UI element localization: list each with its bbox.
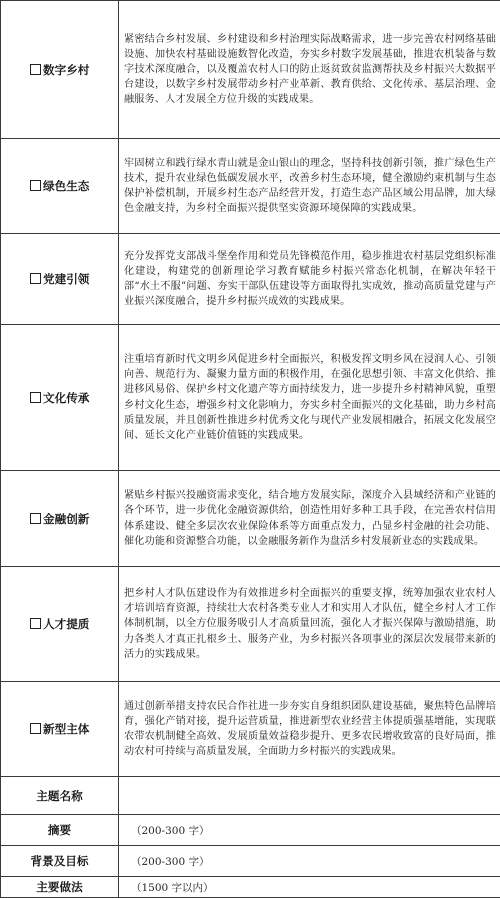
category-row-green-ecology bbox=[1, 139, 500, 234]
category-option-party-building[interactable] bbox=[1, 234, 119, 325]
category-description: 充分发挥党支部战斗堡垒作用和党员先锋模范作用，稳步推进农村基层党组织标准化建设，构建党的创新理论学习教育赋能乡村振兴常态化机制，在解决年轻干部“水土不服”问题、夯实干部队伍建设等方面取得扎实成效，推动高质量党建与产业振兴深度融合，提升乡村振兴成效的实践成果。 bbox=[119, 234, 500, 325]
background-goals-row bbox=[1, 846, 500, 877]
category-option-finance-innovation[interactable] bbox=[1, 471, 119, 567]
category-option-green-ecology[interactable] bbox=[1, 139, 119, 234]
background-goals-label: 背景及目标 bbox=[1, 846, 119, 877]
checkbox-icon[interactable] bbox=[30, 723, 41, 734]
category-row-talent-quality bbox=[1, 567, 500, 682]
category-row-new-entities bbox=[1, 682, 500, 777]
checkbox-icon[interactable] bbox=[30, 618, 41, 629]
category-description: 紧贴乡村振兴投融资需求变化，结合地方发展实际，深度介入县域经济和产业链的各个环节，进一步优化金融资源供给，创造性用好多种工具手段，在完善农村信用体系建设、健全多层次农业保险体系等方面重点发力，凸显乡村金融的社会功能、催化功能和资源整合功能，以金融服务新作为盘活乡村发展新业态的实践成果。 bbox=[119, 471, 500, 567]
checkbox-icon[interactable] bbox=[30, 273, 41, 284]
category-description: 把乡村人才队伍建设作为有效推进乡村全面振兴的重要支撑，统筹加强农业农村人才培训培育资源，持续壮大农村各类专业人才和实用人才队伍，健全乡村人才工作体制机制，以全方位服务吸引人才高质量回流，强化人才振兴保障与激励措施，助力各类人才真正扎根乡土、服务产业，为乡村振兴各项事业的深层次发展带来新的活力的实践成果。 bbox=[119, 567, 500, 682]
abstract-label: 摘要 bbox=[1, 815, 119, 846]
category-row-party-building bbox=[1, 234, 500, 325]
category-label: 绿色生态 bbox=[43, 179, 89, 193]
category-description: 紧密结合乡村发展、乡村建设和乡村治理实际战略需求，进一步完善农村网络基础设施、加快农村基础设施数智化改造，夯实乡村数字发展基础，推进农机装备与数字技术深度融合，以及覆盖农村人口的防止返贫致贫监测帮扶及乡村振兴大数据平台建设，以数字乡村发展带动乡村产业革新、教育供给、文化传承、基层治理、金融服务、人才发展全方位升级的实践成果。 bbox=[119, 1, 500, 139]
category-option-new-entities[interactable] bbox=[1, 682, 119, 777]
category-row-culture-heritage bbox=[1, 325, 500, 471]
abstract-field[interactable]: （200-300 字） bbox=[119, 815, 500, 846]
topic-name-label: 主题名称 bbox=[1, 777, 119, 815]
category-label: 数字乡村 bbox=[43, 63, 89, 77]
main-practices-field[interactable]: （1500 字以内） bbox=[119, 877, 500, 898]
category-description: 通过创新举措支持农民合作社进一步夯实自身组织团队建设基础，聚焦特色品牌培育，强化产销对接，提升运营质量，推进新型农业经营主体提质强基增能，实现联农带农机制健全高效、发展质量效益稳步提升、更多农民增收致富的良好局面，推动农村可持续与高质量发展，全面助力乡村振兴的实践成果。 bbox=[119, 682, 500, 777]
main-practices-row bbox=[1, 877, 500, 898]
category-label: 新型主体 bbox=[43, 722, 89, 736]
abstract-row bbox=[1, 815, 500, 846]
checkbox-icon[interactable] bbox=[30, 392, 41, 403]
category-label: 党建引领 bbox=[43, 272, 89, 286]
category-label: 人才提质 bbox=[43, 617, 89, 631]
category-description: 牢固树立和践行绿水青山就是金山银山的理念，坚持科技创新引领，推广绿色生产技术，提升农业绿色低碳发展水平，改善乡村生态环境，健全激励约束机制与生态保护补偿机制，开展乡村生态产品经营开发，打造生态产品区域公用品牌，加大绿色金融支持，为乡村全面振兴提供坚实资源环境保障的实践成果。 bbox=[119, 139, 500, 234]
background-goals-field[interactable]: （200-300 字） bbox=[119, 846, 500, 877]
category-row-digital-village bbox=[1, 1, 500, 139]
main-practices-label: 主要做法 bbox=[1, 877, 119, 898]
category-option-digital-village[interactable] bbox=[1, 1, 119, 139]
category-option-talent-quality[interactable] bbox=[1, 567, 119, 682]
category-label: 文化传承 bbox=[43, 391, 89, 405]
category-description: 注重培育新时代文明乡风促进乡村全面振兴，积极发挥文明乡风在浸润人心、引领向善、规范行为、凝聚力量方面的积极作用，在强化思想引领、丰富文化供给、推进移风易俗、保护乡村文化遗产等方面持续发力，进一步提升乡村精神风貌，重塑乡村文化生态，增强乡村文化影响力，夯实乡村全面振兴的文化基础，助力乡村高质量发展，并且创新性推进乡村优秀文化与现代产业发展相融合，拓展文化发展空间、延长文化产业链价值链的实践成果。 bbox=[119, 325, 500, 471]
checkbox-icon[interactable] bbox=[30, 513, 41, 524]
category-row-finance-innovation bbox=[1, 471, 500, 567]
checkbox-icon[interactable] bbox=[30, 64, 41, 75]
category-option-culture-heritage[interactable] bbox=[1, 325, 119, 471]
checkbox-icon[interactable] bbox=[30, 180, 41, 191]
category-label: 金融创新 bbox=[43, 512, 89, 526]
